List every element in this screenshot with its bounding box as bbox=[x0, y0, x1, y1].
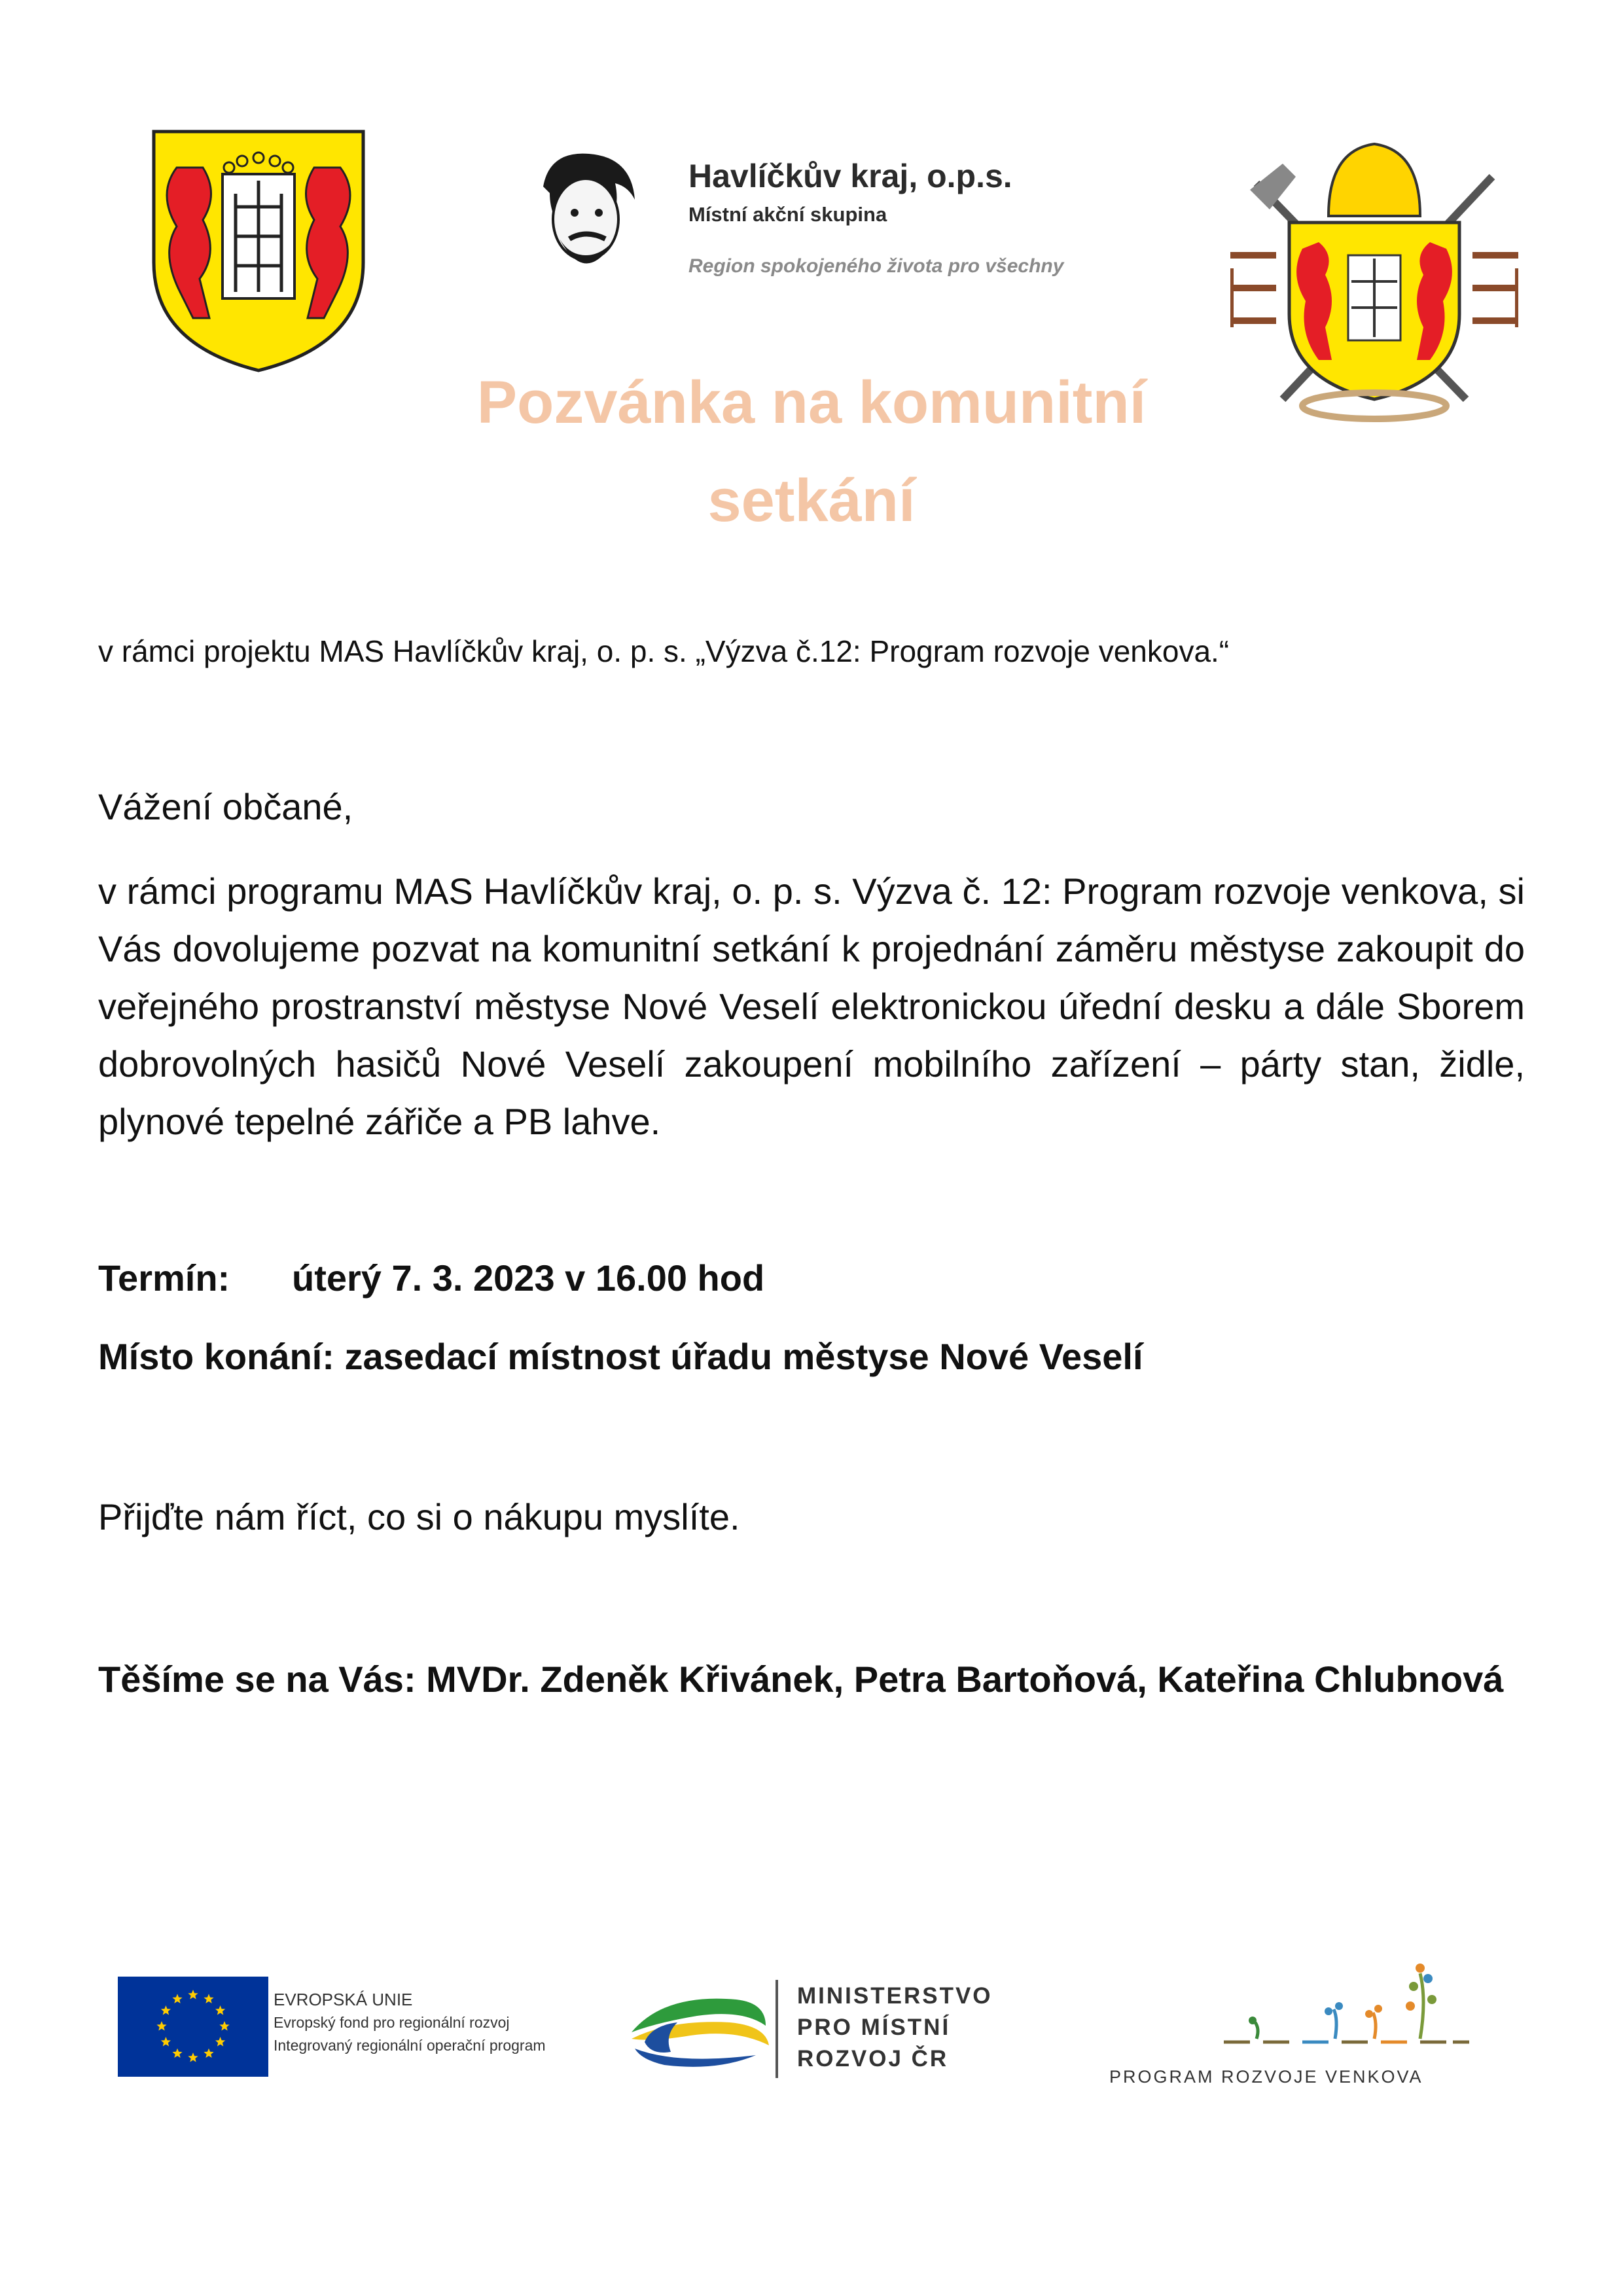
salutation: Vážení občané, bbox=[98, 786, 353, 827]
event-place: Místo konání: zasedací místnost úřadu městyse Nové Veselí bbox=[98, 1336, 1143, 1377]
eu-fund: Evropský fond pro regionální rozvoj bbox=[274, 2014, 510, 2031]
mas-tagline: Region spokojeného života pro všechny bbox=[688, 255, 1064, 277]
mas-subtitle: Místní akční skupina bbox=[688, 203, 887, 226]
event-term bbox=[98, 1257, 764, 1299]
portrait-logo-icon bbox=[524, 147, 645, 288]
eu-flag-icon bbox=[118, 1977, 268, 2077]
mmr-divider bbox=[776, 1980, 778, 2078]
page-title: Pozvánka na komunitní setkání bbox=[476, 369, 1147, 534]
intro-line: v rámci projektu MAS Havlíčkův kraj, o. p. s. „Výzva č.12: Program rozvoje venkova.“ bbox=[98, 634, 1230, 668]
mmr-line1: MINISTERSTVO bbox=[797, 1983, 993, 2009]
mas-title: Havlíčkův kraj, o.p.s. bbox=[688, 158, 1012, 194]
firefighter-emblem-icon bbox=[1230, 137, 1518, 425]
coat-of-arms-left-icon bbox=[151, 128, 366, 373]
prv-text: PROGRAM ROZVOJE VENKOVA bbox=[1109, 2067, 1423, 2087]
closing-signatures: Těšíme se na Vás: MVDr. Zdeněk Křivánek, Petra Bartoňová, Kateřina Chlubnová bbox=[98, 1659, 1504, 1700]
mmr-line2: PRO MÍSTNÍ bbox=[797, 2015, 951, 2040]
mmr-line3: ROZVOJ ČR bbox=[797, 2046, 949, 2072]
invite-text: Přijďte nám říct, co si o nákupu myslíte. bbox=[98, 1496, 740, 1537]
eu-name: EVROPSKÁ UNIE bbox=[274, 1990, 413, 2009]
eu-program: Integrovaný regionální operační program bbox=[274, 2037, 546, 2054]
term-value: úterý 7. 3. 2023 v 16.00 hod bbox=[292, 1257, 765, 1299]
body-paragraph: v rámci programu MAS Havlíčkův kraj, o. p. s. Výzva č. 12: Program rozvoje venkova, si Vás dovolujeme pozvat na komunitní setkání k projednání záměru městyse zakoupit do veřejného prostranství městyse Nové Veselí elektronickou úřední desku a dále Sborem dobrovolných hasičů Nové Veselí zakoupení mobilního zařízení – párty stan, židle, plynové tepelné zářiče a PB lahve. bbox=[98, 870, 1525, 1142]
prv-logo-icon bbox=[1224, 1960, 1472, 2052]
mmr-logo-icon bbox=[625, 1986, 776, 2072]
term-label: Termín: bbox=[98, 1257, 230, 1299]
